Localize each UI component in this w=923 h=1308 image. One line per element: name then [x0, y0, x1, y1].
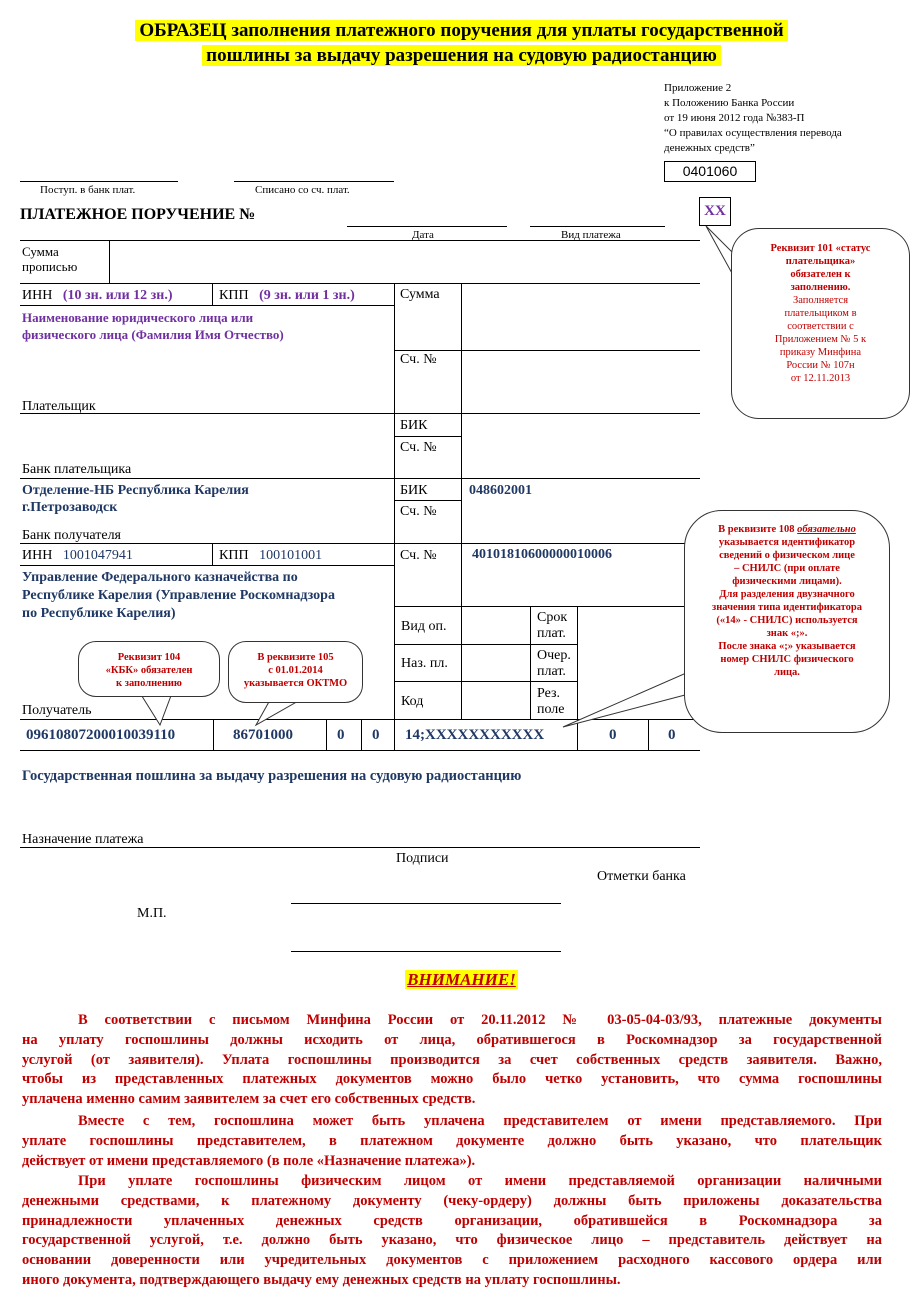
tail-join — [685, 674, 693, 688]
kod-label: Код — [401, 694, 424, 709]
purpose-label: Назначение платежа — [22, 832, 144, 847]
kbk-value: 09610807200010039110 — [26, 727, 176, 743]
payer-kpp-field: КПП (9 зн. или 1 зн.) — [219, 288, 355, 303]
field-110-value: 0 — [668, 727, 676, 743]
payer-account-label: Сч. № — [400, 352, 437, 367]
payer-bank-account-label: Сч. № — [400, 440, 437, 455]
recipient-inn-field: ИНН 1001047941 — [22, 548, 133, 563]
title-line-1: ОБРАЗЕЦ заполнения платежного поручения для уплаты государственной — [135, 20, 787, 41]
appendix-line: к Положению Банка России — [664, 97, 795, 109]
payer-inn-field: ИНН (10 зн. или 12 зн.) — [22, 288, 173, 303]
payer-name-hint: Наименование юридического лица или физического лица (Фамилия Имя Отчество) — [22, 310, 284, 342]
tail-join — [744, 284, 758, 294]
appendix-line: “О правилах осуществления перевода — [664, 127, 842, 139]
status-box-101: XX — [699, 197, 731, 226]
attention-paragraph-1: В соответствии с письмом Минфина России от 20.11.2012 № 03-05-04-03/93, платежные документы на уплату госпошлины должны исходить от лица, обратившегося в Роскомнадзор за государственной услугой (от заявителя). Уплата госпошлины производится за счет собственных средств заявителя. Важно, чтобы из представленных платежных документов можно было четко установить, что сумма госпошлины уплачена именно самим заявителем за счет его собственных средств. — [22, 1012, 882, 1108]
stamp-label: М.П. — [137, 906, 167, 921]
attention-paragraph-3: При уплате госпошлины физическим лицом от имени представляемой организации наличными денежными средствами, к платежному документу (чеку-ордеру) должны быть приложены доказательства принадлежности уплаченных денежных средств организации, обратившейся в Роскомнадзора за государственной услугой, т.е. должно быть указано, что физическое лицо – представитель действует на основании доверенности или учредительных документов с приложением расходного кассового ордера или иного документа, подтверждающего выдачу ему денежных средств на уплату госпошлины. — [22, 1173, 882, 1288]
payment-purpose: Государственная пошлина за выдачу разрешения на судовую радиостанцию — [22, 768, 522, 784]
field-108-value: 14;ХХХХХХХХХХХ — [405, 727, 545, 743]
spisano-label: Списано со сч. плат. — [255, 184, 350, 196]
tail-108 — [563, 670, 704, 727]
srok-label: Срок плат. — [537, 610, 568, 641]
title-line-2: пошлины за выдачу разрешения на судовую радиостанцию — [202, 45, 721, 66]
vid-platezha-label: Вид платежа — [561, 229, 621, 241]
callout-105: В реквизите 105 с 01.01.2014 указывается ОКТМО — [228, 641, 363, 703]
payer-bank-label: Банк плательщика — [22, 462, 132, 477]
payer-label: Плательщик — [22, 399, 96, 414]
summa-propisyu-label: Сумма прописью — [22, 244, 78, 274]
appendix-line: от 19 июня 2012 года №383-П — [664, 112, 805, 124]
attention-paragraph-2: Вместе с тем, госпошлина может быть уплачена представителем от имени представляемого. При уплате госпошлины представителем, в платежном документе должно быть указано, что плательщик действует от имени представляемого (в поле «Назначение платежа»). — [22, 1113, 882, 1169]
callout-104: Реквизит 104 «КБК» обязателен к заполнению — [78, 641, 220, 697]
field-107-value: 0 — [372, 727, 380, 743]
oktmo-value: 86701000 — [233, 727, 293, 743]
field-106-value: 0 — [337, 727, 345, 743]
date-label: Дата — [412, 229, 434, 241]
ocher-label: Очер. плат. — [537, 648, 571, 679]
order-title: ПЛАТЕЖНОЕ ПОРУЧЕНИЕ № — [20, 206, 256, 223]
vid-op-label: Вид оп. — [401, 619, 447, 634]
bank-marks-label: Отметки банка — [597, 869, 686, 884]
attention-heading: ВНИМАНИЕ! — [407, 970, 516, 989]
rez-label: Рез. поле — [537, 686, 565, 717]
appendix-line: Приложение 2 — [664, 82, 732, 94]
tail-105 — [256, 700, 300, 725]
recipient-bank-name: Отделение-НБ Республика Карелия г.Петрозаводск — [22, 483, 249, 515]
recipient-account-label: Сч. № — [400, 548, 437, 563]
recipient-bik-value: 048602001 — [469, 483, 532, 498]
tail-join — [271, 697, 299, 702]
payer-bik-label: БИК — [400, 418, 428, 433]
callout-108: В реквизите 108 обязательно указывается идентификатор сведений о физическом лице – СНИЛС (при оплате физическими лицами). Для разделения двузначного значения типа идентификатора («14» - СНИЛС) используется знак «;». После знака «;» указывается номер СНИЛС физического лица. — [684, 510, 890, 733]
signatures-label: Подписи — [396, 851, 449, 866]
recipient-account-value: 40101810600000010006 — [472, 547, 612, 562]
field-109-value: 0 — [609, 727, 617, 743]
tail-104 — [140, 693, 172, 725]
naz-pl-label: Наз. пл. — [401, 656, 448, 671]
tail-join — [141, 691, 171, 696]
recipient-name: Управление Федерального казначейства по Республике Карелия (Управление Роскомнадзора по Республике Карелия) — [22, 570, 335, 621]
callout-101: Реквизит 101 «статус плательщика» обязателен к заполнению. Заполняется плательщиком в соответствии с Приложением № 5 к приказу Минфина России № 107н от 12.11.2013 — [731, 228, 910, 419]
appendix-line: денежных средств” — [664, 142, 755, 154]
recipient-bank-account-label: Сч. № — [400, 504, 437, 519]
summa-label: Сумма — [400, 287, 440, 302]
recipient-bik-label: БИК — [400, 483, 428, 498]
recipient-kpp-field: КПП 100101001 — [219, 548, 323, 563]
form-code-box: 0401060 — [664, 161, 756, 182]
postup-label: Поступ. в банк плат. — [40, 184, 136, 196]
recipient-label: Получатель — [22, 703, 92, 718]
recipient-bank-label: Банк получателя — [22, 528, 121, 543]
